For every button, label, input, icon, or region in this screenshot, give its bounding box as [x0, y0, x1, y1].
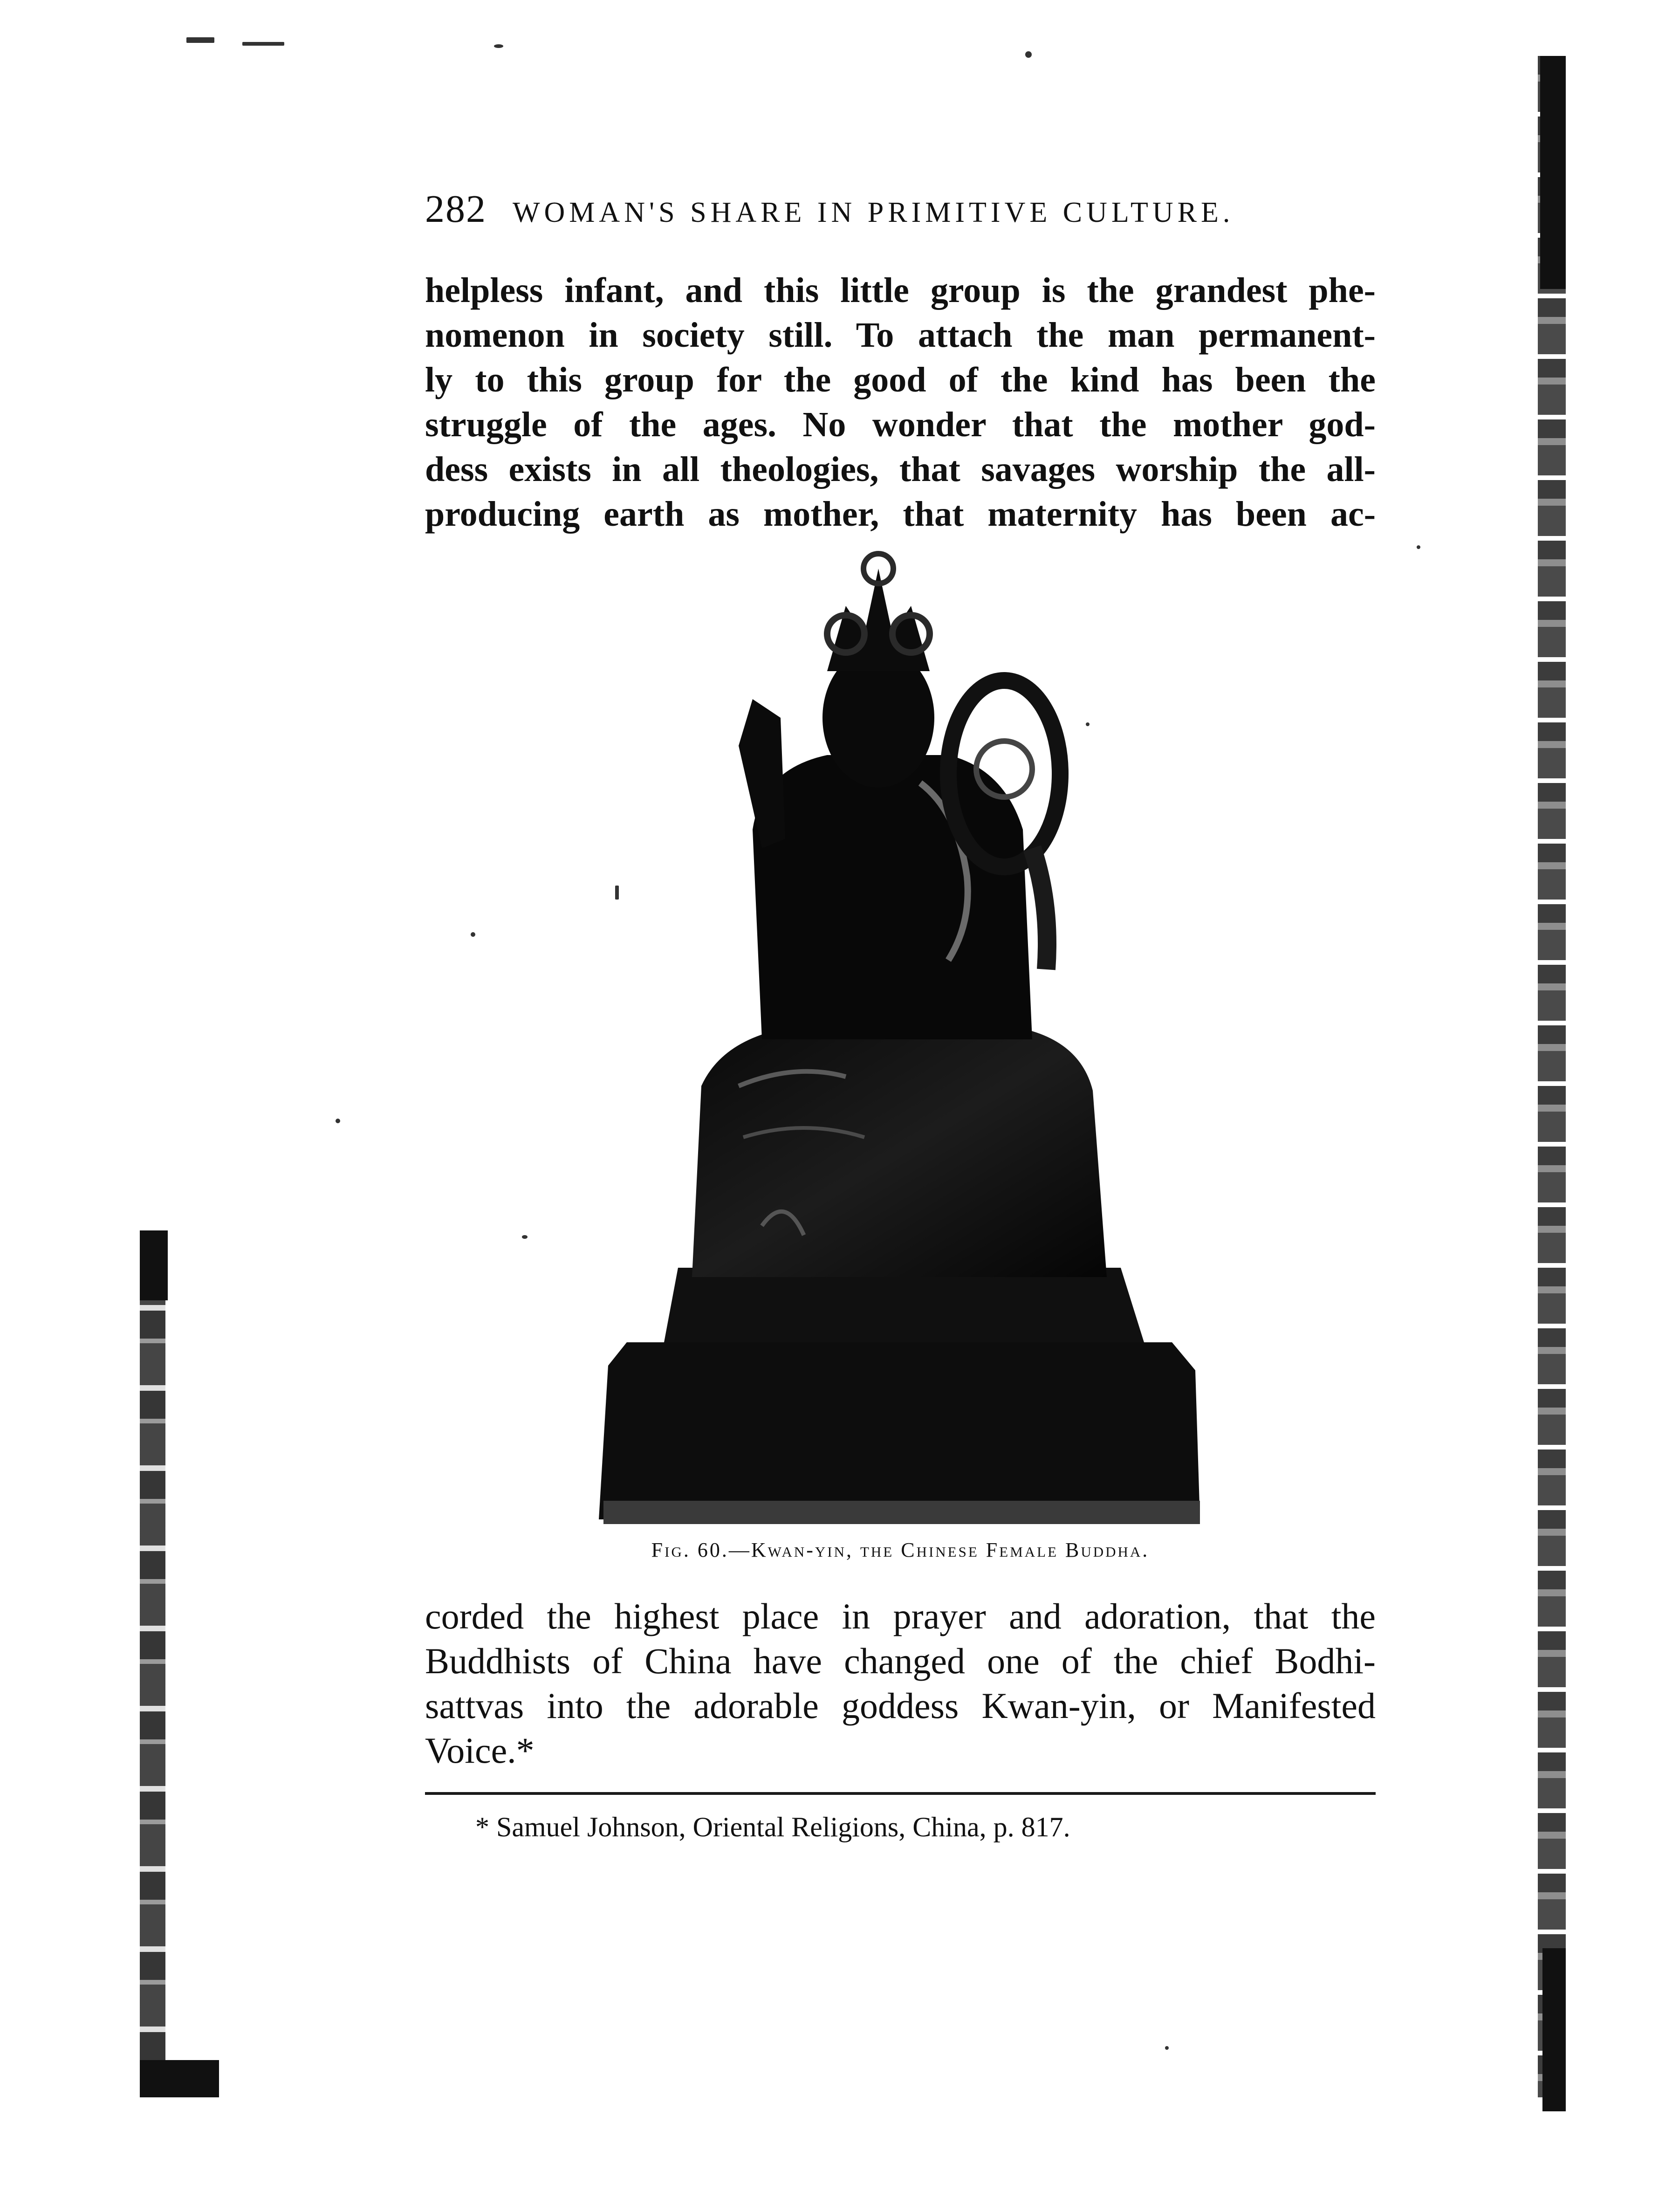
scan-edge-left	[140, 1230, 165, 2097]
text-line: sattvas into the adorable goddess Kwan-yin, or Manifested	[425, 1685, 1376, 1726]
footnote-rule	[425, 1792, 1376, 1795]
scan-edge-left-top	[140, 1230, 168, 1300]
text-line: producing earth as mother, that maternity has been ac-	[425, 495, 1376, 534]
text-line: Buddhists of China have changed one of the chief Bodhi-	[425, 1641, 1376, 1681]
text-line: ly to this group for the good of the kind has been the	[425, 360, 1376, 399]
figure-caption: Fig. 60.—Kwan-yin, the Chinese Female Buddha.	[651, 1539, 1150, 1561]
text-line: dess exists in all theologies, that savages worship the all-	[425, 450, 1376, 489]
seated-buddha-statue-icon	[585, 550, 1214, 1533]
text-line: corded the highest place in prayer and adoration, that the	[425, 1596, 1376, 1636]
text-line: nomenon in society still. To attach the man permanent-	[425, 316, 1376, 355]
paragraph-top	[425, 268, 1376, 536]
running-title: WOMAN'S SHARE IN PRIMITIVE CULTURE.	[513, 197, 1234, 228]
footnote: * Samuel Johnson, Oriental Religions, China, p. 817.	[475, 1812, 1070, 1842]
running-head	[425, 186, 1376, 238]
figure-kwan-yin-statue	[585, 550, 1214, 1533]
scan-edge-right-top	[1540, 56, 1566, 289]
text-line: helpless infant, and this little group is the grandest phe-	[425, 271, 1376, 310]
text-line: Voice.*	[425, 1730, 535, 1771]
paragraph-bottom	[425, 1594, 1376, 1773]
scan-edge-left-bottom	[140, 2060, 219, 2097]
page-number: 282	[425, 187, 487, 231]
scan-edge-right-bottom	[1542, 1948, 1566, 2111]
scan-edge-right	[1538, 56, 1566, 2097]
text-line: struggle of the ages. No wonder that the mother god-	[425, 405, 1376, 444]
